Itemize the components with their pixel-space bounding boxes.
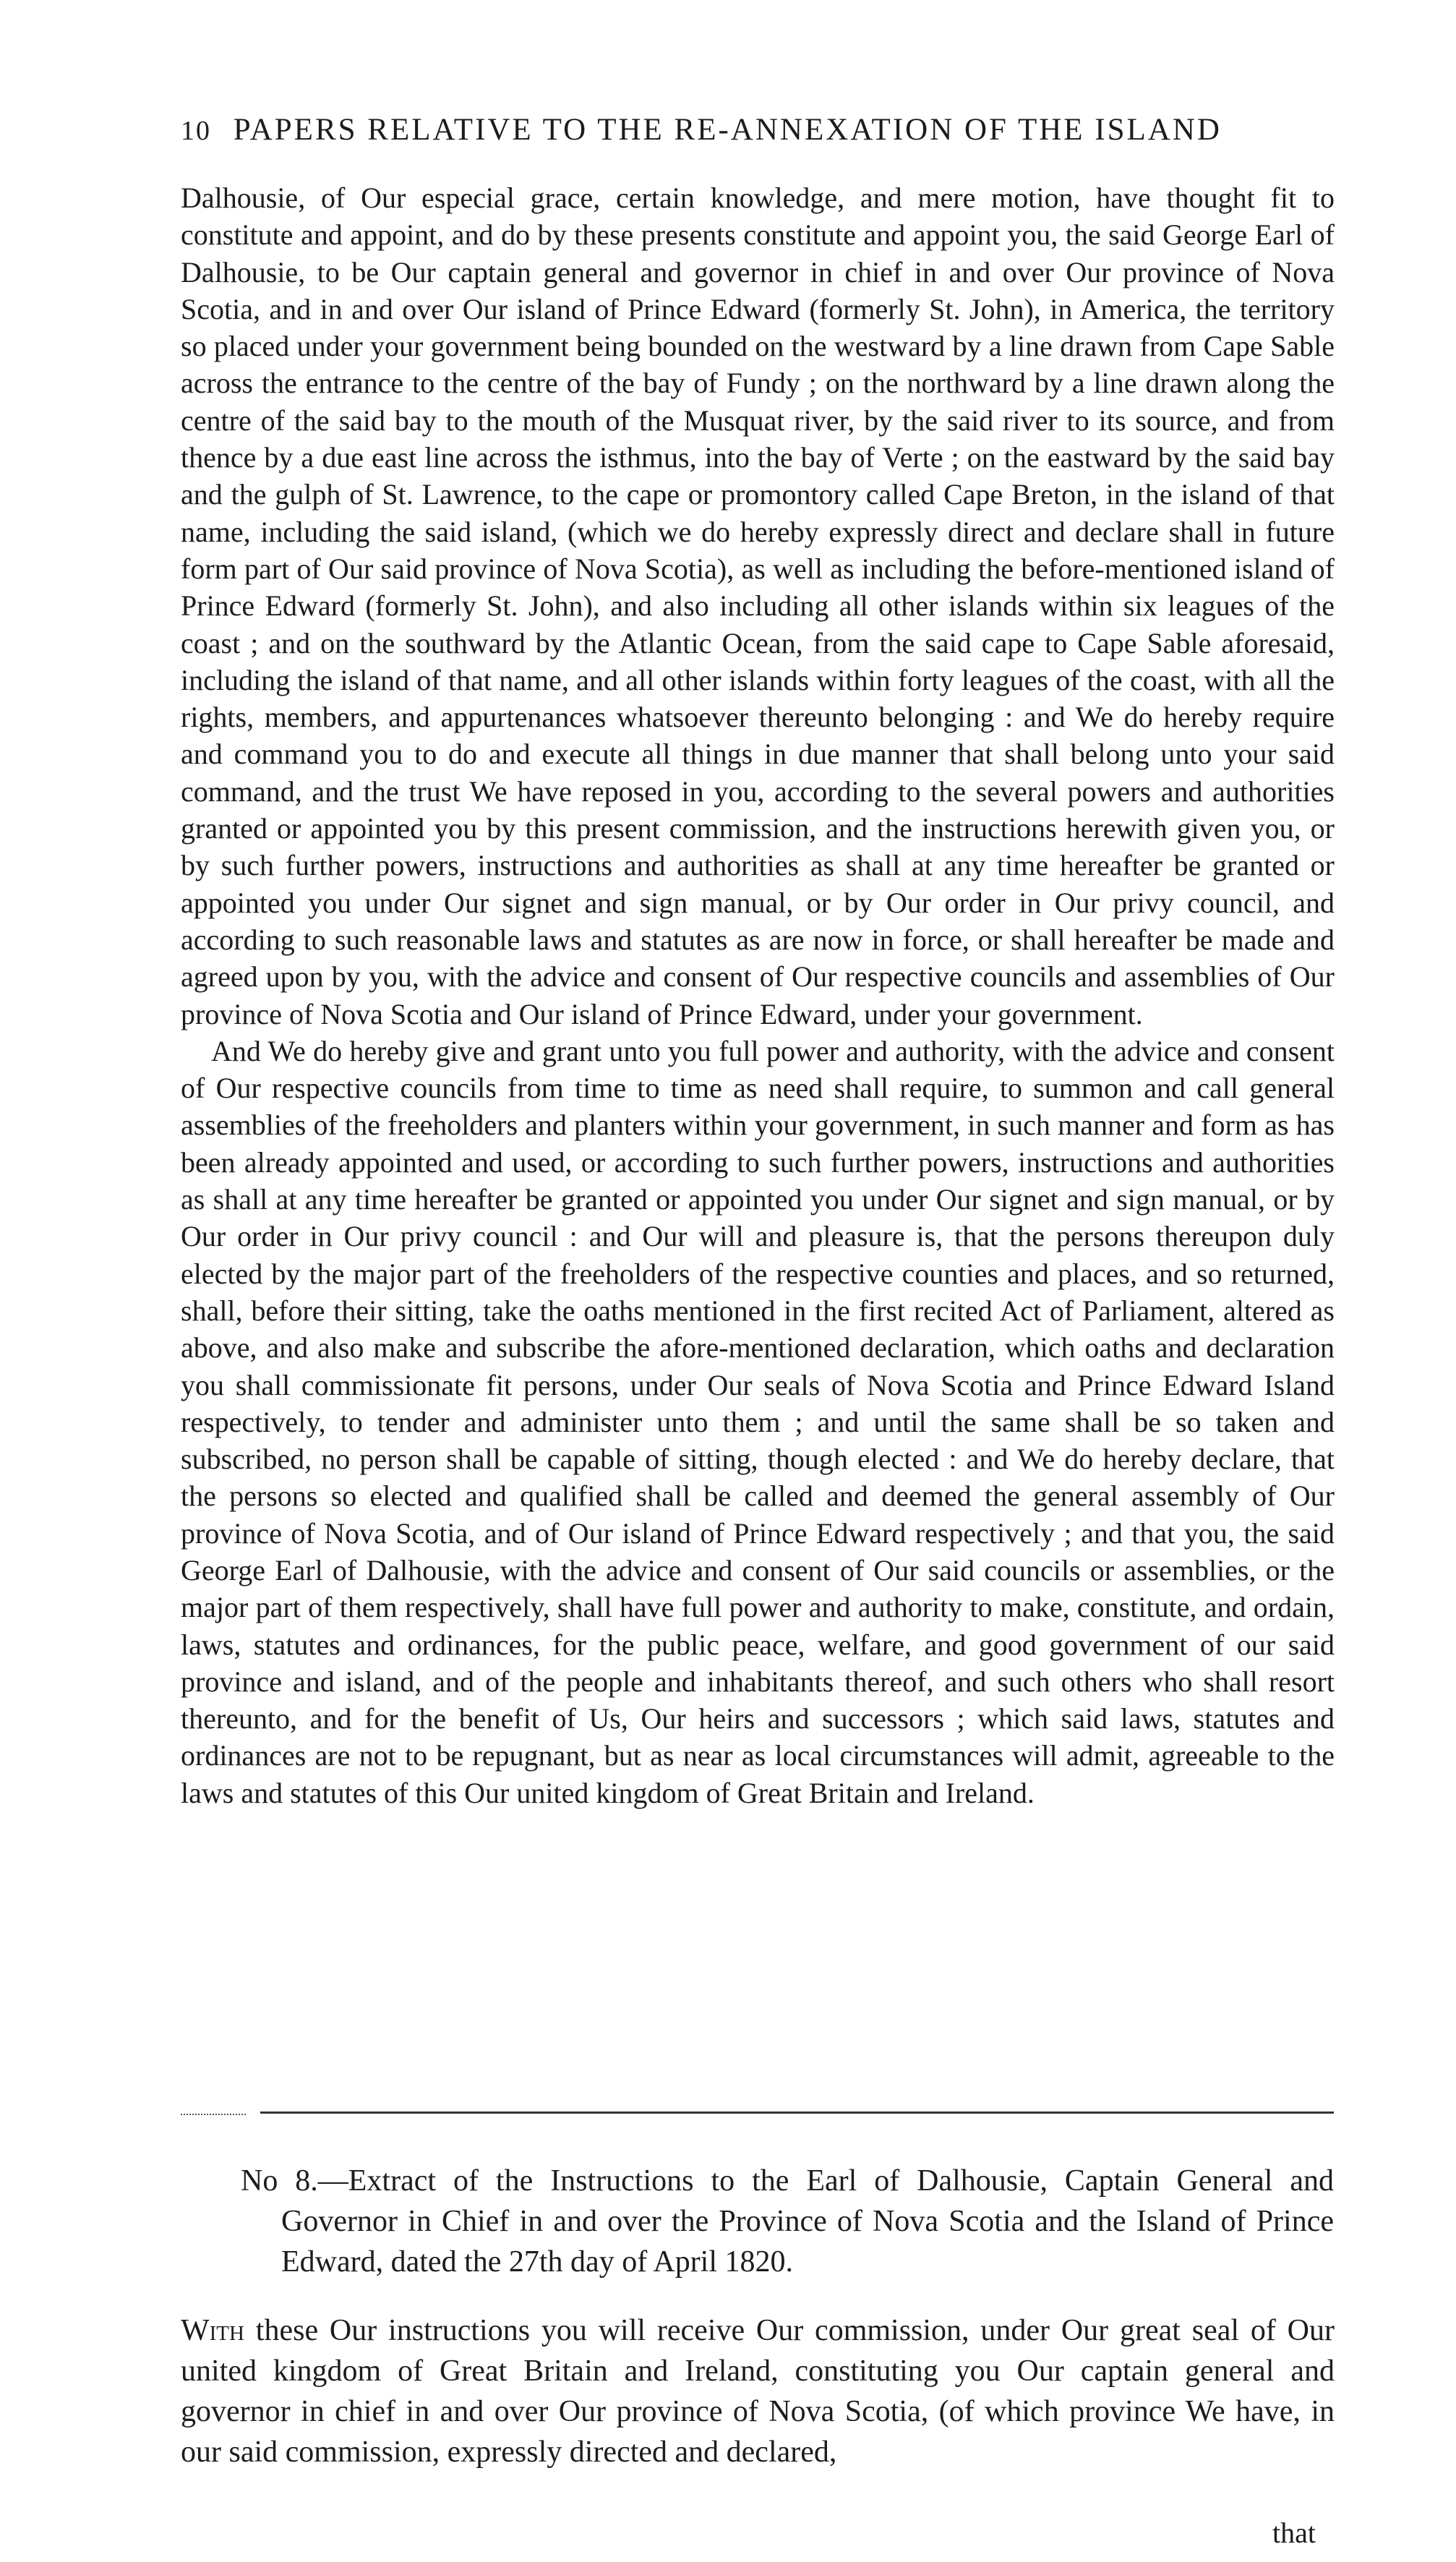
page-number: 10 (181, 116, 211, 146)
commission-text (181, 179, 1335, 1811)
extract-heading: No 8.—Extract of the Instructions to the Earl of Dalhousie, Captain General and Governor in Chief in and over the Province of Nova Scotia and the Island of Prince Edward, dated the 27th day of April 1820. (241, 2164, 1334, 2279)
instructions-paragraph: these Our instructions you will receive Our commission, under Our great seal of Our united kingdom of Great Britain and Ireland, constituting you Our captain general and governor in chief in and over Our province of Nova Scotia, (of which province We have, in our said commission, expressly directed and declared, (181, 2314, 1335, 2469)
instructions-text (181, 2310, 1335, 2472)
running-title: PAPERS RELATIVE TO THE RE-ANNEXATION OF THE ISLAND (233, 113, 1222, 147)
running-head (181, 108, 1337, 153)
commission-paragraph-1: Dalhousie, of Our especial grace, certain knowledge, and mere motion, have thought fit to constitute and appoint, and do by these presents constitute and appoint you, the said George Earl of Dalhousie, to be Our captain general and governor in chief in and over Our province of Nova Scotia, and in and over Our island of Prince Edward (formerly St. John), in America, the territory so placed under your government being bounded on the westward by a line drawn from Cape Sable across the entrance to the centre of the bay of Fundy ; on the northward by a line drawn along the centre of the said bay to the mouth of the Musquat river, by the said river to its source, and from thence by a due east line across the isthmus, into the bay of Verte ; on the eastward by the said bay and the gulph of St. Lawrence, to the cape or promontory called Cape Breton, in the island of that name, including the said island, (which we do hereby expressly direct and declare shall in future form part of Our said province of Nova Scotia), as well as including the before-mentioned island of Prince Edward (formerly St. John), and also including all other islands within six leagues of the coast ; and on the southward by the Atlantic Ocean, from the said cape to Cape Sable aforesaid, including the island of that name, and all other islands within forty leagues of the coast, with all the rights, members, and appurtenances whatsoever thereunto belonging : and We do hereby require and command you to do and execute all things in due manner that shall belong unto your said command, and the trust We have reposed in you, according to the several powers and authorities granted or appointed you by this present commission, and the instructions herewith given you, or by such further powers, instructions and authorities as shall at any time hereafter be granted or appointed you under Our signet and sign manual, or by Our order in Our privy council, and according to such reasonable laws and statutes as are now in force, or shall hereafter be made and agreed upon by you, with the advice and consent of Our respective councils and assemblies of Our province of Nova Scotia and Our island of Prince Edward, under your government. (181, 182, 1335, 1030)
catchword: that (1272, 2516, 1316, 2549)
section-divider (260, 2111, 1334, 2114)
dotted-rule (181, 2114, 246, 2115)
opening-word: With (181, 2314, 244, 2347)
commission-paragraph-2: And We do hereby give and grant unto you full power and authority, with the advice and consent of Our respective councils from time to time as need shall require, to summon and call general assemblies of the freeholders and planters within your government, in such manner and form as has been already appointed and used, or according to such further powers, instructions and authorities as shall at any time hereafter be granted or appointed you under Our signet and sign manual, or by Our order in Our privy council : and Our will and pleasure is, that the persons thereupon duly elected by the major part of the freeholders of the respective counties and places, and so returned, shall, before their sitting, take the oaths mentioned in the first recited Act of Parliament, altered as above, and also make and subscribe the afore-mentioned declaration, which oaths and declaration you shall commissionate fit persons, under Our seals of Nova Scotia and Prince Edward Island respectively, to tender and administer unto them ; and until the same shall be so taken and subscribed, no person shall be capable of sitting, though elected : and We do hereby declare, that the persons so elected and qualified shall be called and deemed the general assembly of Our province of Nova Scotia, and of Our island of Prince Edward respectively ; and that you, the said George Earl of Dalhousie, with the advice and consent of Our said councils or assemblies, or the major part of them respectively, shall have full power and authority to make, constitute, and ordain, laws, statutes and ordinances, for the public peace, welfare, and good government of our said province and island, and of the people and inhabitants thereof, and such others who shall resort thereunto, and for the benefit of Us, Our heirs and successors ; which said laws, statutes and ordinances are not to be repugnant, but as near as local circumstances will admit, agreeable to the laws and statutes of this Our united kingdom of Great Britain and Ireland. (181, 1034, 1335, 1809)
